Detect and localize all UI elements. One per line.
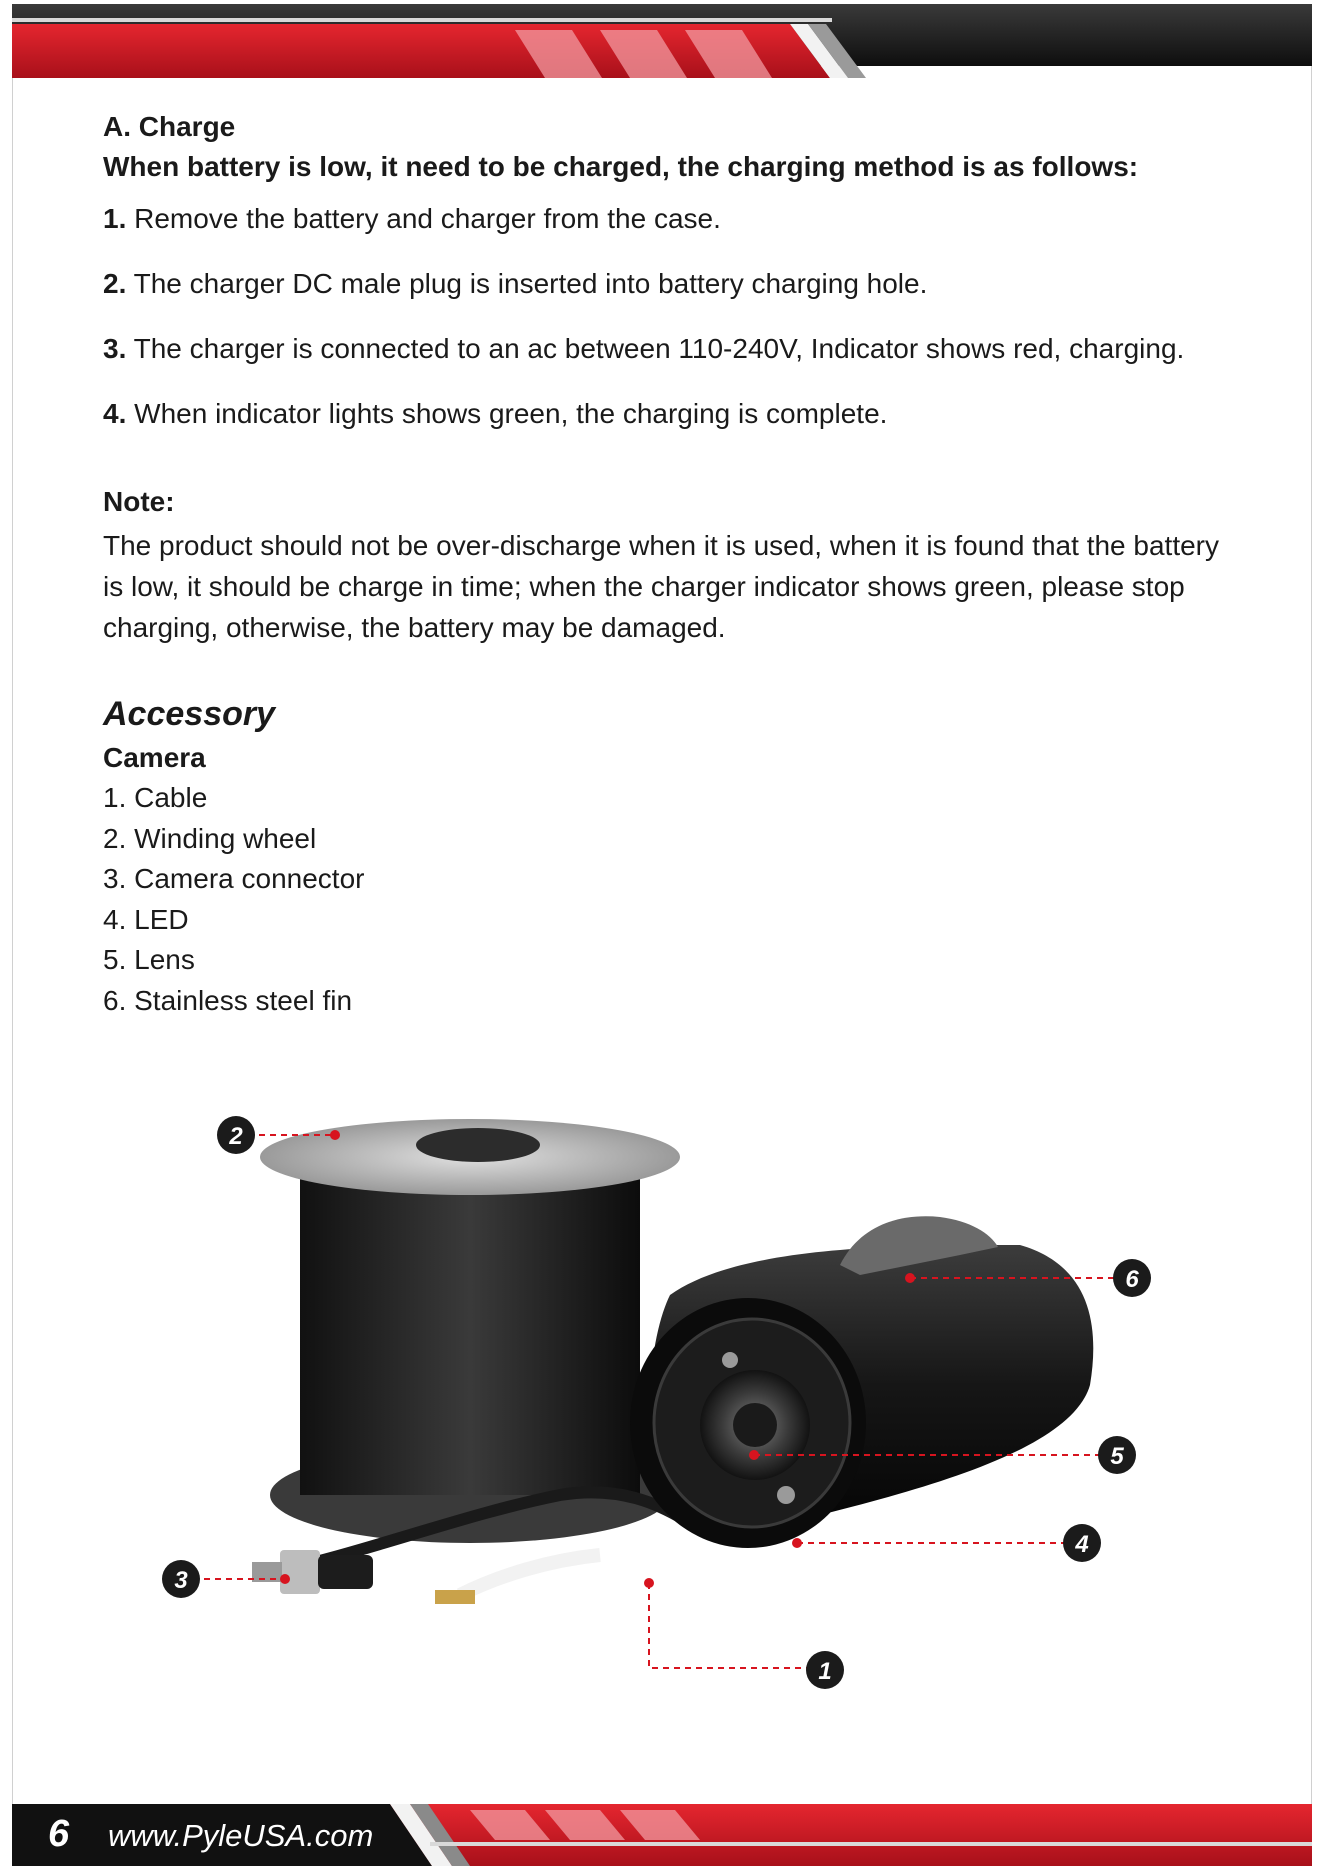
step-text: Remove the battery and charger from the case.	[126, 203, 721, 234]
accessory-subtitle: Camera	[103, 742, 206, 773]
section-intro: When battery is low, it need to be charged, the charging method is as follows:	[103, 151, 1139, 182]
accessory-item: 1. Cable	[103, 782, 208, 813]
callout-number: 1	[818, 1658, 832, 1685]
main-content	[103, 108, 1253, 1021]
callout-number: 4	[1075, 1531, 1089, 1558]
step-4	[103, 395, 1253, 433]
page-number: 6	[48, 1813, 70, 1855]
step-number: 1.	[103, 203, 127, 234]
callout-number: 6	[1125, 1266, 1139, 1293]
callout-number: 5	[1110, 1443, 1124, 1470]
step-2	[103, 265, 1253, 303]
step-text: The charger is connected to an ac between 110-240V, Indicator shows red, charging.	[126, 333, 1185, 364]
camera-product-image	[140, 1095, 1180, 1715]
callout-badge-5	[1098, 1436, 1136, 1474]
header-band	[0, 0, 1324, 80]
accessory-item: 2. Winding wheel	[103, 822, 317, 854]
callout-badge-6	[1113, 1259, 1151, 1297]
accessory-item: 5. Lens	[103, 944, 195, 975]
step-text: The charger DC male plug is inserted into battery charging hole.	[126, 268, 928, 299]
step-number: 3.	[103, 333, 127, 364]
step-1	[103, 200, 1253, 238]
footer-url[interactable]: www.PyleUSA.com	[108, 1818, 374, 1853]
note-title: Note:	[103, 486, 175, 517]
accessory-item: 6. Stainless steel fin	[103, 984, 353, 1016]
accessory-item: 4. LED	[103, 903, 189, 935]
note-body: The product should not be over-discharge when it is used, when it is found that the battery is low, it should be charge in time; when the charger indicator shows green, please stop charging, otherwise, the battery may be damaged.	[103, 530, 1219, 643]
step-3	[103, 330, 1253, 368]
callout-badge-2	[217, 1116, 255, 1154]
step-number: 4.	[103, 398, 127, 429]
step-text: When indicator lights shows green, the charging is complete.	[126, 398, 888, 429]
winding-wheel-hole	[416, 1128, 540, 1162]
camera-body	[630, 1245, 1093, 1548]
accessory-title: Accessory	[103, 695, 276, 733]
section-subtitle: A. Charge	[103, 111, 236, 142]
audio-jack	[435, 1590, 475, 1604]
callout-number: 3	[174, 1567, 188, 1594]
spool-body	[300, 1160, 640, 1495]
callout-badge-1	[806, 1651, 844, 1689]
audio-cable	[460, 1555, 600, 1595]
led	[777, 1486, 795, 1504]
camera-connector	[252, 1550, 373, 1594]
callout-number: 2	[229, 1123, 243, 1150]
callout-badge-4	[1063, 1524, 1101, 1562]
accessory-item: 3. Camera connector	[103, 863, 365, 894]
step-number: 2.	[103, 268, 127, 299]
callout-badge-3	[162, 1560, 200, 1598]
